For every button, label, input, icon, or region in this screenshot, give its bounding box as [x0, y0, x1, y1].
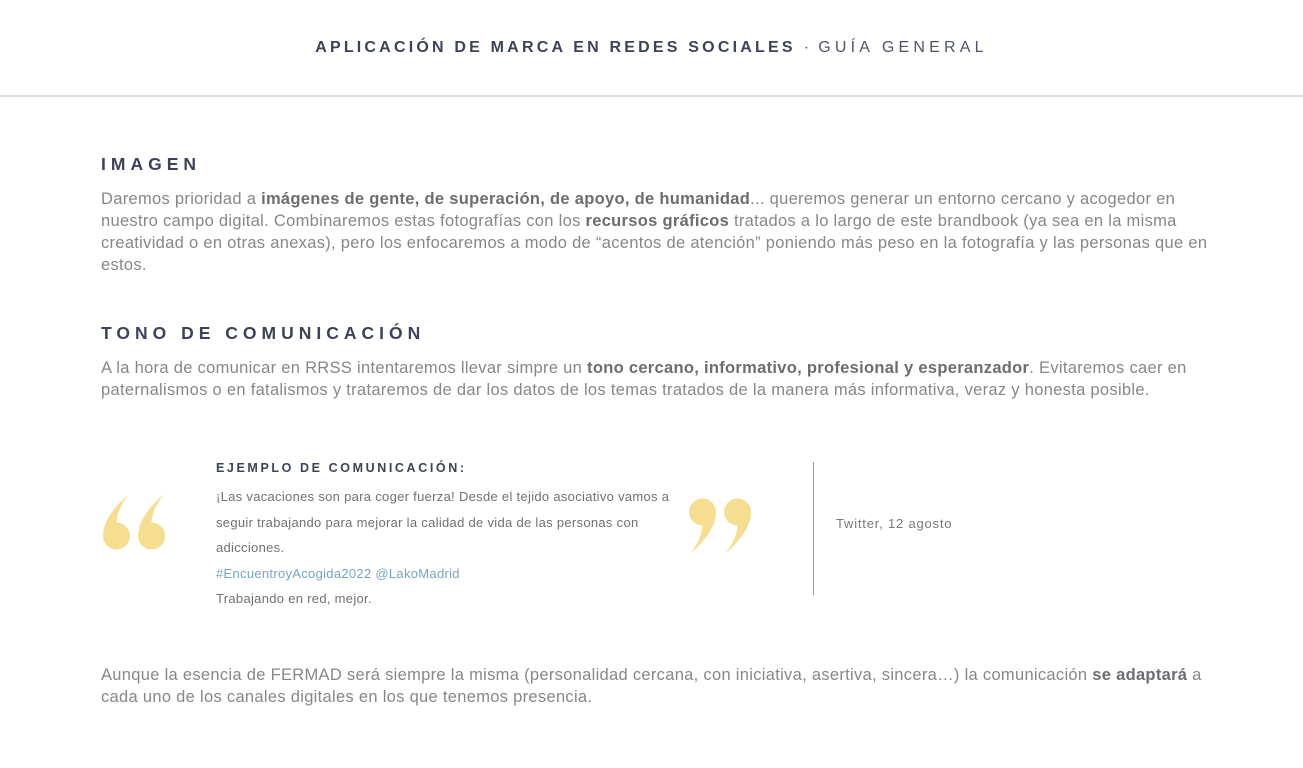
closing-paragraph: Aunque la esencia de FERMAD será siempre la misma (personalidad cercana, con iniciativa, asertiva, sincera…) la comunicación se adaptará a cada uno de los canales digitales en los que tenemos presencia. — [101, 665, 1202, 706]
imagen-heading: IMAGEN — [101, 154, 201, 174]
quote-text: ¡Las vacaciones son para coger fuerza! Desde el tejido asociativo vamos a seguir trabajando para mejorar la calidad de vida de las personas con adicciones. — [216, 489, 670, 555]
section-imagen — [101, 154, 1230, 276]
page-header — [0, 0, 1303, 97]
tono-heading: TONO DE COMUNICACIÓN — [101, 323, 426, 343]
quote-heading: EJEMPLO DE COMUNICACIÓN: — [216, 461, 467, 475]
close-quote-mark-left — [724, 499, 751, 555]
quote-content — [216, 456, 671, 612]
section-tono — [101, 323, 1230, 401]
title-separator-dot: · — [803, 38, 813, 56]
open-quote-icon — [101, 456, 216, 556]
open-quote-mark-right — [138, 494, 165, 550]
open-quote-mark-left — [103, 494, 130, 550]
quote-example-block — [101, 456, 1230, 612]
main-content — [0, 154, 1303, 708]
page-title — [315, 39, 988, 57]
imagen-paragraph: Daremos prioridad a imágenes de gente, de superación, de apoyo, de humanidad... queremos generar un entorno cercano y acogedor en nuestro campo digital. Combinaremos estas fotografías con los recursos gráficos tratados a lo largo de este brandbook (ya sea en la misma creatividad o en otras anexas), pero los enfocaremos a modo de “acentos de atención” poniendo más peso en la fotografía y las personas que en estos. — [101, 190, 1208, 274]
close-quote-icon — [687, 456, 762, 560]
page-title-subtitle: GUÍA GENERAL — [818, 38, 988, 56]
close-quote-mark-right — [689, 499, 716, 555]
quote-source-caption: Twitter, 12 agosto — [836, 516, 953, 531]
page-title-main: APLICACIÓN DE MARCA EN REDES SOCIALES — [315, 38, 796, 56]
tono-paragraph: A la hora de comunicar en RRSS intentaremos llevar simpre un tono cercano, informativo, profesional y esperanzador. Evitaremos caer en paternalismos o en fatalismos y trataremos de dar los datos de los temas tratados de la manera más informativa, veraz y honesta posible. — [101, 359, 1187, 399]
quote-closing-line: Trabajando en red, mejor. — [216, 591, 372, 606]
hashtag-mention-links[interactable]: #EncuentroyAcogida2022 @LakoMadrid — [216, 565, 460, 581]
